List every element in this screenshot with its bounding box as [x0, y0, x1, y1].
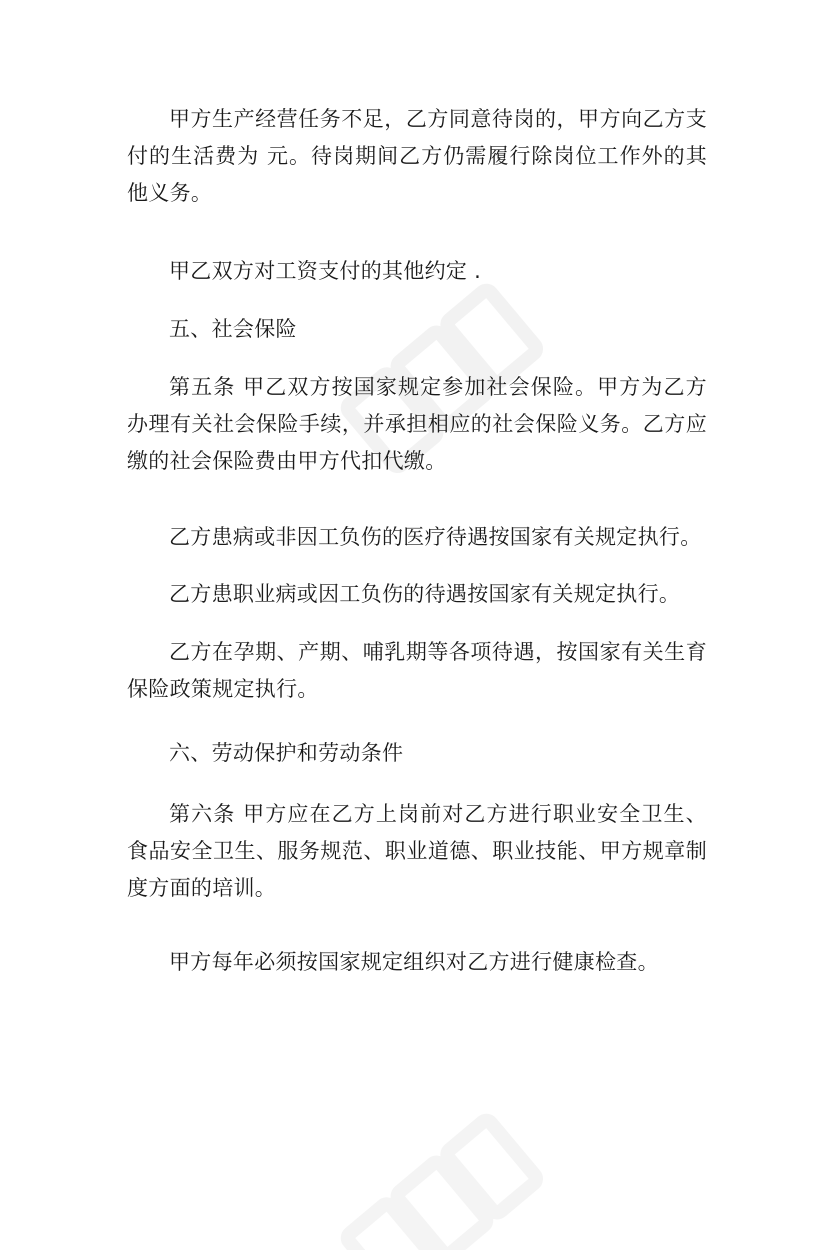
paragraph-maternity — [127, 634, 707, 708]
paragraph-text: 第五条 甲乙双方按国家规定参加社会保险。甲方为乙方办理有关社会保险手续，并承担相应的社会保险义务。乙方应缴的社会保险费由甲方代扣代缴。 — [127, 375, 707, 473]
article-6 — [127, 796, 707, 907]
paragraph-text: 乙方患职业病或因工负伤的待遇按国家有关规定执行。 — [169, 582, 681, 606]
paragraph-text: 甲方生产经营任务不足，乙方同意待岗的，甲方向乙方支付的生活费为 元。待岗期间乙方仍需履行除岗位工作外的其他义务。 — [127, 107, 707, 205]
paragraph-other-wage-terms — [127, 253, 707, 290]
paragraph-text: 乙方在孕期、产期、哺乳期等各项待遇，按国家有关生育保险政策规定执行。 — [127, 640, 707, 701]
paragraph-standby-pay — [127, 101, 707, 212]
section-heading-labor-protection — [127, 735, 707, 772]
article-5 — [127, 369, 707, 480]
section-heading-social-insurance — [127, 311, 707, 348]
watermark-logo-bottom — [330, 1100, 550, 1250]
paragraph-occupational-injury — [127, 576, 707, 613]
section-heading: 六、劳动保护和劳动条件 — [169, 741, 404, 765]
paragraph-text: 第六条 甲方应在乙方上岗前对乙方进行职业安全卫生、食品安全卫生、服务规范、职业道德、职业技能、甲方规章制度方面的培训。 — [127, 802, 707, 900]
section-heading: 五、社会保险 — [169, 317, 297, 341]
paragraph-medical-treatment — [127, 519, 707, 556]
paragraph-text: 乙方患病或非因工负伤的医疗待遇按国家有关规定执行。 — [169, 525, 702, 549]
paragraph-health-check — [127, 944, 707, 981]
paragraph-text: 甲方每年必须按国家规定组织对乙方进行健康检查。 — [169, 950, 659, 974]
paragraph-text: 甲乙双方对工资支付的其他约定 . — [169, 259, 482, 283]
